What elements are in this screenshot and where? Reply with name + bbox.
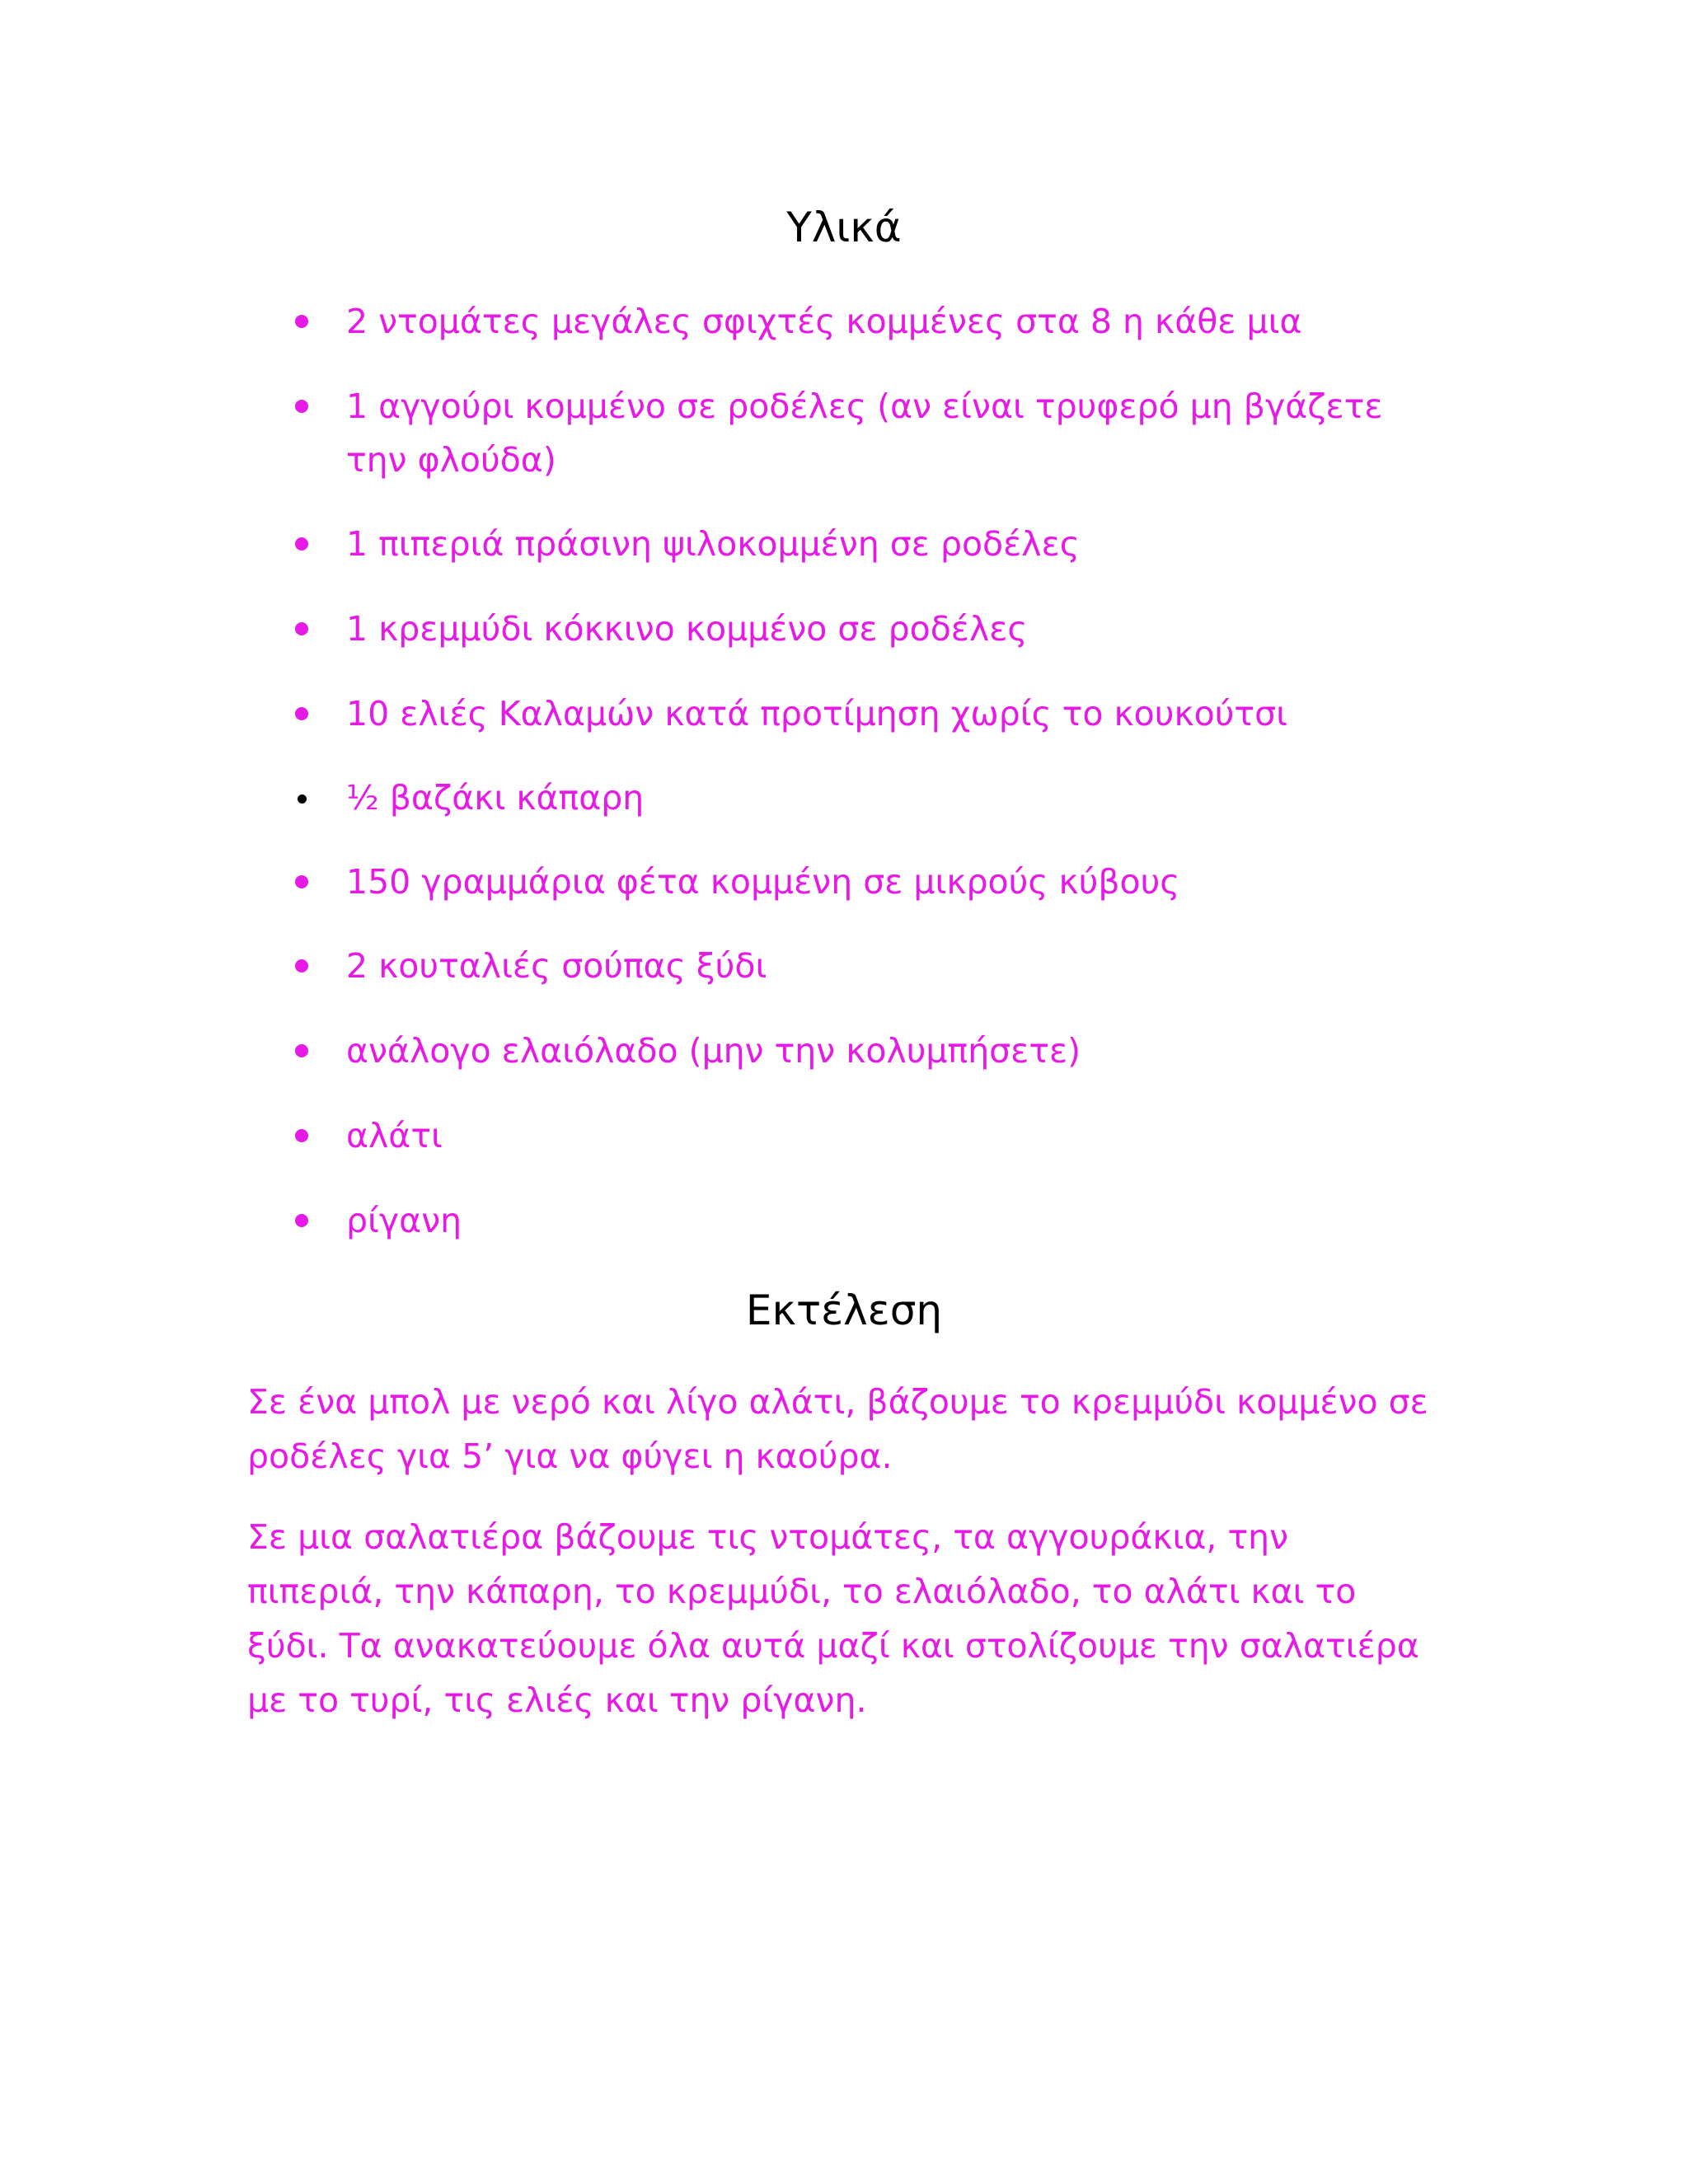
bullet-icon	[295, 707, 308, 720]
method-paragraph-1: Σε ένα μπολ με νερό και λίγο αλάτι, βάζουμε το κρεμμύδι κομμένο σε ροδέλες για 5’ για να φύγει η καούρα.	[247, 1382, 1428, 1476]
ingredient-text: 1 πιπεριά πράσινη ψιλοκομμένη σε ροδέλες	[346, 524, 1080, 564]
method-heading: Εκτέλεση	[745, 1286, 943, 1334]
ingredient-text: 1 αγγούρι κομμένο σε ροδέλες (αν είναι τρυφερό μη βγάζετε την φλούδα)	[346, 387, 1383, 480]
ingredient-text: αλάτι	[346, 1116, 443, 1155]
bullet-icon	[298, 794, 307, 804]
ingredient-text: 150 γραμμάρια φέτα κομμένη σε μικρούς κύβους	[346, 862, 1180, 902]
bullet-icon	[295, 959, 308, 972]
bullet-icon	[295, 875, 308, 888]
ingredient-text: 1 κρεμμύδι κόκκινο κομμένο σε ροδέλες	[346, 609, 1028, 649]
method-paragraph-2: Σε μια σαλατιέρα βάζουμε τις ντομάτες, τα αγγουράκια, την πιπεριά, την κάπαρη, το κρεμμύδι, το ελαιόλαδο, το αλάτι και το ξύδι. Τα ανακατεύουμε όλα αυτά μαζί και στολίζουμε την σαλατιέρα με το τυρί, τις ελιές και την ρίγανη.	[247, 1517, 1419, 1720]
ingredient-text: ανάλογο ελαιόλαδο (μην την κολυμπήσετε)	[346, 1031, 1081, 1071]
bullet-icon	[295, 1044, 308, 1057]
ingredients-heading: Υλικά	[786, 204, 902, 251]
bullet-icon	[295, 1214, 308, 1227]
ingredient-text: 10 ελιές Καλαμών κατά προτίμηση χωρίς το κουκούτσι	[346, 694, 1287, 733]
bullet-icon	[295, 537, 308, 551]
bullet-icon	[295, 1129, 308, 1142]
bullet-icon	[295, 315, 308, 328]
ingredient-text: 2 κουταλιές σούπας ξύδι	[346, 946, 767, 986]
ingredient-text: ½ βαζάκι κάπαρη	[346, 778, 645, 818]
bullet-icon	[295, 400, 308, 413]
ingredient-text: ρίγανη	[346, 1201, 462, 1240]
bullet-icon	[295, 622, 308, 635]
ingredient-text: 2 ντομάτες μεγάλες σφιχτές κομμένες στα 8 η κάθε μια	[346, 302, 1302, 341]
